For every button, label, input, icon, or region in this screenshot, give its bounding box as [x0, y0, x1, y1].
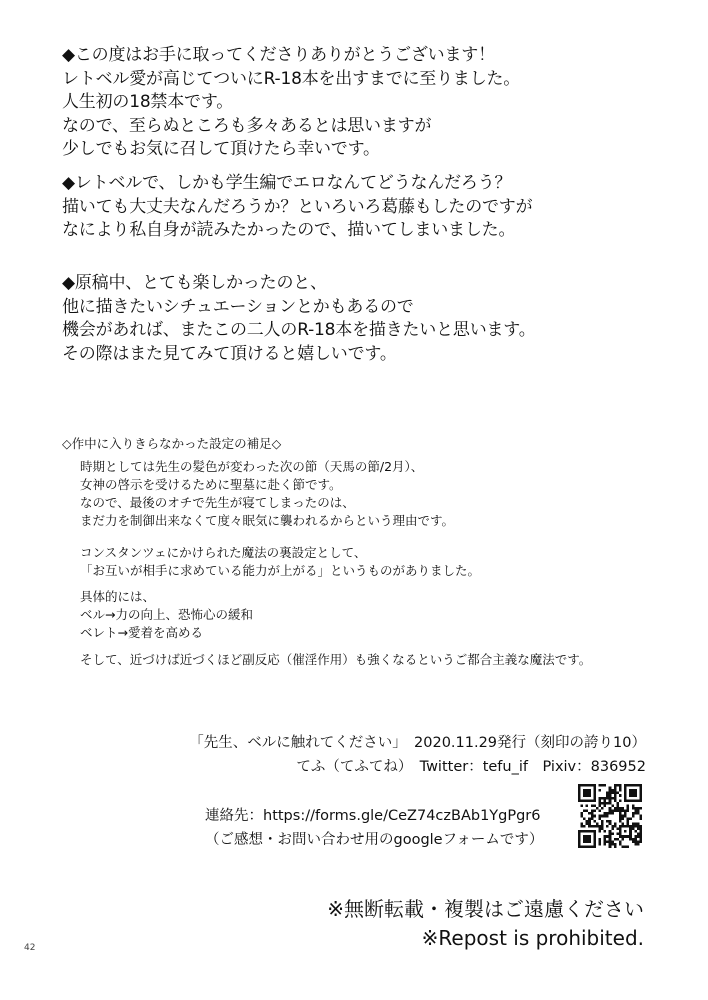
contact-note: （ご感想・お問い合わせ用のgoogleフォームです）: [205, 832, 544, 848]
afterword-line: ◆この度はお手に取ってくださりありがとうございます！: [62, 45, 495, 65]
afterword-line: ◆レトベルで、しかも学生編でエロなんてどうなんだろう？: [62, 173, 512, 193]
afterword-paragraph-thanks: [62, 44, 682, 162]
setting-notes-magic: [80, 544, 662, 580]
colophon-title-line: 「先生、ベルに触れてください」 2020.11.29発行（刻印の誇り10）: [189, 735, 646, 751]
afterword-line: 機会があれば、またこの二人のR-18本を描きたいと思います。: [62, 320, 536, 340]
repost-warning-japanese: ※無断転載・複製はご遠慮ください: [327, 897, 644, 921]
afterword-line: 描いても大丈夫なんだろうか？といろいろ葛藤もしたのですが: [62, 196, 533, 217]
note-line: 女神の啓示を受けるために聖墓に赴く節です。: [80, 477, 342, 492]
qr-code-icon: [578, 784, 642, 848]
note-line: コンスタンツェにかけられた魔法の裏設定として、: [80, 545, 367, 560]
afterword-line: なので、至らぬところも多々あるとは思いますが: [62, 115, 432, 136]
page-number: 42: [24, 943, 36, 953]
note-line: まだ力を制御出来なくて度々眠気に襲われるからという理由です。: [80, 513, 455, 528]
afterword-paragraph-motivation: [62, 172, 682, 243]
afterword-paragraph-future: [62, 272, 682, 366]
setting-notes-timeline: [80, 458, 662, 530]
afterword-line: なにより私自身が読みたかったので、描いてしまいました。: [62, 220, 516, 240]
setting-notes-title: ◇作中に入りきらなかった設定の補足◇: [62, 436, 282, 451]
afterword-line: 他に描きたいシチュエーションとかもあるので: [62, 296, 414, 317]
colophon: [189, 731, 646, 779]
afterword-line: ◆原稿中、とても楽しかったのと、: [62, 273, 327, 293]
afterword-line: レトベル愛が高じてついにR-18本を出すまでに至りました。: [62, 68, 521, 89]
note-line: そして、近づけば近づくほど副反応（催淫作用）も強くなるというご都合主義な魔法です。: [80, 652, 592, 667]
contact-url[interactable]: 連絡先：https://forms.gle/CeZ74czBAb1YgPgr6: [205, 808, 541, 824]
note-line: 「お互いが相手に求めている能力が上がる」というものがありました。: [80, 563, 481, 578]
afterword-line: 少しでもお気に召して頂けたら幸いです。: [62, 139, 380, 159]
setting-notes-effects: [80, 588, 662, 642]
note-line: ベル→力の向上、恐怖心の緩和: [80, 607, 253, 622]
note-line: 時期としては先生の髪色が変わった次の節（天馬の節/2月）、: [80, 459, 424, 474]
contact-info: [205, 804, 575, 852]
afterword-line: その際はまた見てみて頂けると嬉しいです。: [62, 343, 397, 364]
note-line: なので、最後のオチで先生が寝てしまったのは、: [80, 495, 355, 510]
note-line: ベレト→愛着を高める: [80, 625, 203, 640]
afterword-line: 人生初の18禁本です。: [62, 92, 234, 112]
repost-warning-english: ※Repost is prohibited.: [421, 926, 644, 950]
note-line: 具体的には、: [80, 589, 156, 604]
colophon-author-line: てふ（てふてね） Twitter：tefu_if Pixiv：836952: [296, 759, 646, 775]
setting-notes-side-effect: [80, 651, 662, 669]
setting-notes: [62, 435, 662, 669]
